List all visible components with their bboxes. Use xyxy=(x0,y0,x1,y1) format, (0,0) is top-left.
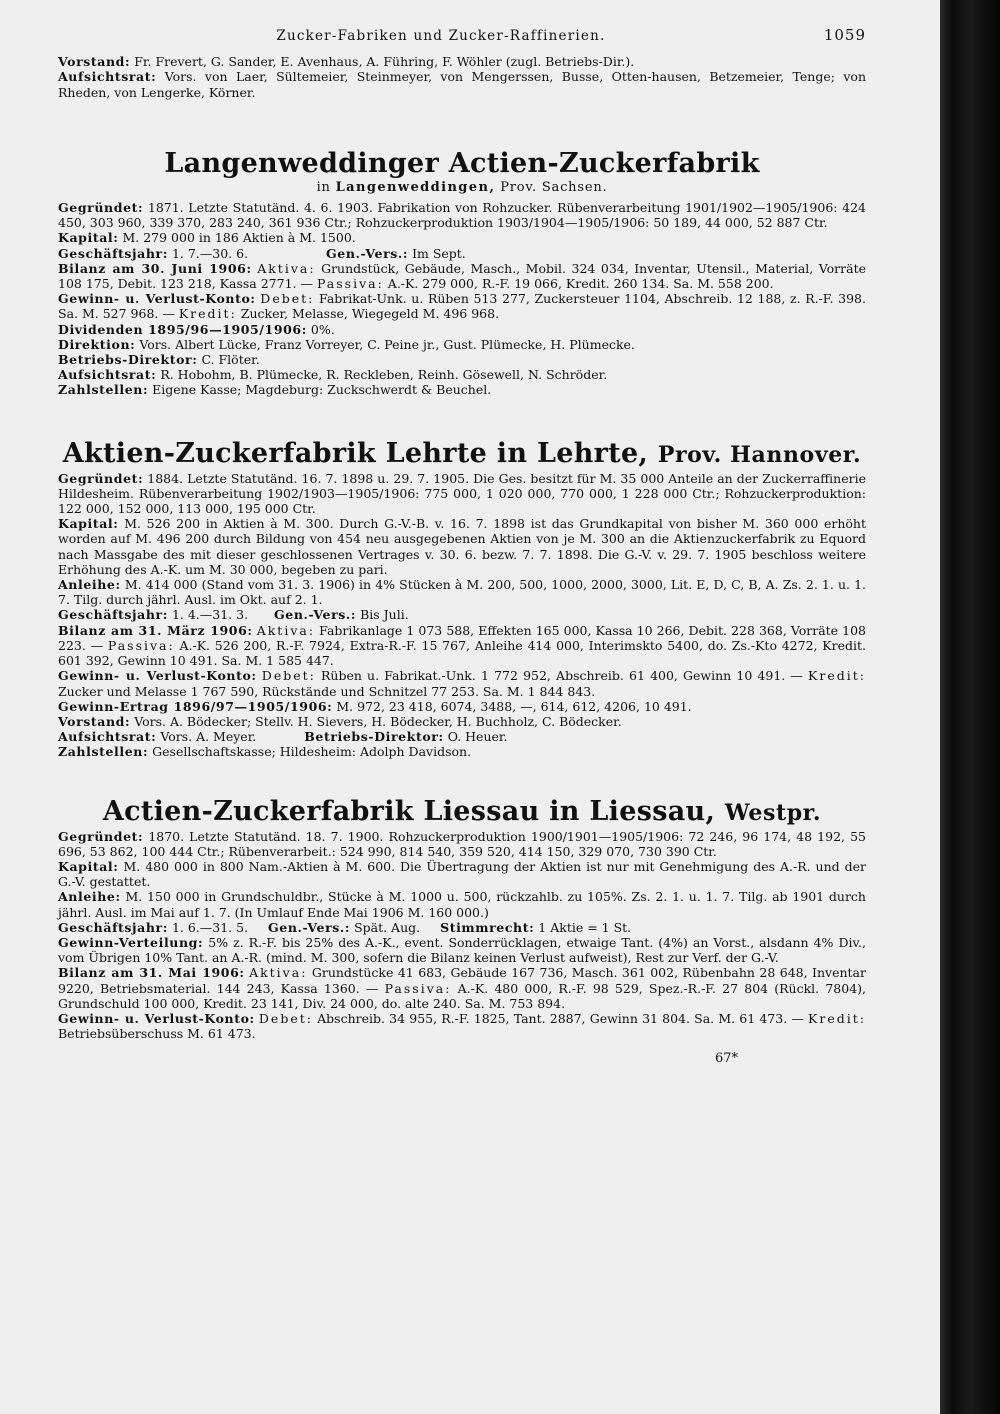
guv-debet: Fabrikat-Unk. u. Rüben 513 277, Zuckersteuer 1104, Abschreib. 12 188, z. R.-F. 398. Sa. M. 527 968. — xyxy=(58,291,866,322)
direktion-paragraph xyxy=(58,337,866,352)
zahlstellen-text: Eigene Kasse; Magdeburg: Zuckschwerdt & Beuchel. xyxy=(152,382,492,398)
title-rest: Westpr. xyxy=(724,799,822,826)
geschaeftsjahr-paragraph xyxy=(58,246,866,261)
guv-paragraph xyxy=(58,291,866,321)
genvers-label: Gen.-Vers.: xyxy=(268,919,351,935)
zahlstellen-text: Gesellschaftskasse; Hildesheim: Adolph Davidson. xyxy=(152,744,472,760)
zahlstellen-label: Zahlstellen: xyxy=(58,744,149,760)
aufsichtsrat-text: Vors. von Laer, Sültemeier, Steinmeyer, von Mengerssen, Busse, Otten-hausen, Betzemeier, Tenge; von Rheden, von Lengerke, Körner. xyxy=(58,69,866,100)
passiva-word: Passiva: xyxy=(107,637,175,653)
betriebsdirektor-paragraph xyxy=(58,352,866,367)
entry-title: Langenweddinger Actien-Zuckerfabrik xyxy=(164,147,760,179)
bilanz-paragraph xyxy=(58,623,866,669)
guv-label: Gewinn- u. Verlust-Konto: xyxy=(58,1010,255,1026)
geschaeftsjahr-label: Geschäftsjahr: xyxy=(58,919,168,935)
debet-word: Debet: xyxy=(260,291,315,307)
geschaeftsjahr-paragraph xyxy=(58,607,866,622)
entry-langenweddingen xyxy=(58,148,866,398)
guv-paragraph xyxy=(58,1011,866,1041)
vorstand-text: Vors. A. Bödecker; Stellv. H. Sievers, H. Bödecker, H. Buchholz, C. Bödecker. xyxy=(134,713,622,729)
geschaeftsjahr-label: Geschäftsjahr: xyxy=(58,607,168,623)
aktiva-word: Aktiva: xyxy=(257,260,316,276)
bilanz-aktiva: Fabrikanlage 1 073 588, Effekten 165 000, Kassa 10 266, Debit. 228 368, Vorräte 108 223. — xyxy=(58,622,867,653)
stimmrecht-text: 1 Aktie = 1 St. xyxy=(538,919,632,935)
verteilung-paragraph xyxy=(58,935,866,965)
kapital-paragraph xyxy=(58,859,866,889)
subtitle-suffix: Prov. Sachsen. xyxy=(500,179,608,195)
guv-paragraph xyxy=(58,668,866,698)
aktiva-word: Aktiva: xyxy=(249,965,308,981)
gegruendet-paragraph xyxy=(58,471,866,517)
subtitle-prefix: in xyxy=(316,179,331,195)
aufsichtsrat-text: Vors. A. Meyer. xyxy=(160,729,257,745)
gegruendet-paragraph xyxy=(58,200,866,230)
aufsichtsrat-paragraph xyxy=(58,69,866,99)
passiva-word: Passiva: xyxy=(384,980,452,996)
vorstand-paragraph xyxy=(58,54,866,69)
title-main: Actien-Zuckerfabrik Liessau in Liessau, xyxy=(102,795,716,827)
guv-label: Gewinn- u. Verlust-Konto: xyxy=(58,291,256,307)
betriebsdirektor-text: O. Heuer. xyxy=(447,729,508,745)
debet-word: Debet: xyxy=(258,1010,313,1026)
genvers-text: Spät. Aug. xyxy=(354,919,421,935)
betriebsdirektor-label: Betriebs-Direktor: xyxy=(58,352,198,368)
spacer xyxy=(58,100,866,148)
aufsichtsrat-label: Aufsichtsrat: xyxy=(58,729,157,745)
spacer xyxy=(58,398,866,438)
aufsichtsrat-label: Aufsichtsrat: xyxy=(58,69,157,85)
bilanz-aktiva: Grundstück, Gebäude, Masch., Mobil. 324 034, Inventar, Utensil., Material, Vorräte 108 175, Debit. 123 218, Kassa 2771. — xyxy=(58,260,866,292)
direktion-label: Direktion: xyxy=(58,336,136,352)
anleihe-label: Anleihe: xyxy=(58,889,121,905)
guv-kredit: Zucker und Melasse 1 767 590, Rückstände und Schnitzel 77 253. Sa. M. 1 844 843. xyxy=(58,683,596,699)
geschaeftsjahr-label: Geschäftsjahr: xyxy=(58,245,168,261)
kapital-label: Kapital: xyxy=(58,230,119,246)
entry-title xyxy=(58,796,866,829)
zahlstellen-paragraph xyxy=(58,382,866,397)
kapital-text: M. 480 000 in 800 Nam.-Aktien à M. 600. Die Übertragung der Aktien ist nur mit Genehmigung des A.-R. und der G.-V. gestattet. xyxy=(58,858,866,890)
book-page xyxy=(58,28,866,1398)
stimmrecht-label: Stimmrecht: xyxy=(440,919,535,935)
kapital-label: Kapital: xyxy=(58,858,119,874)
aufsichtsrat-paragraph xyxy=(58,367,866,382)
bilanz-passiva: A.-K. 480 000, R.-F. 98 529, Spez.-R.-F. 27 804 (Rückl. 7804), Grundschuld 100 000, Kredit. 23 141, Div. 24 000, do. alte 240. Sa. M. 753 894. xyxy=(58,980,866,1011)
ertrag-label: Gewinn-Ertrag 1896/97—1905/1906: xyxy=(58,698,333,714)
genvers-label: Gen.-Vers.: xyxy=(274,607,357,623)
guv-kredit: Zucker, Melasse, Wiegegeld M. 496 968. xyxy=(240,306,500,322)
ertrag-text: M. 972, 23 418, 6074, 3488, —, 614, 612, 4206, 10 491. xyxy=(336,698,692,714)
guv-kredit: Betriebsüberschuss M. 61 473. xyxy=(58,1026,256,1042)
gegruendet-text: 1884. Letzte Statutänd. 16. 7. 1898 u. 29. 7. 1905. Die Ges. besitzt für M. 35 000 Anteile an der Zuckerraffinerie Hildesheim. Rübenverarbeitung 1902/1903—1905/1906: 775 000, 1 020 000, 770 000, 1 228 000 Ctr.; Rohzuckerproduktion: 122 000, 152 000, 113 000, 195 000 Ctr. xyxy=(58,470,866,517)
kapital-label: Kapital: xyxy=(58,516,119,532)
bilanz-label: Bilanz am 31. März 1906: xyxy=(58,622,253,638)
anleihe-label: Anleihe: xyxy=(58,577,121,593)
entry-title xyxy=(58,438,866,471)
subtitle-place: Langenweddingen, xyxy=(335,179,496,195)
bilanz-label: Bilanz am 30. Juni 1906: xyxy=(58,260,252,276)
anleihe-text: M. 150 000 in Grundschuldbr., Stücke à M. 1000 u. 500, rückzahlb. zu 105%. Zs. 2. 1. u. 1. 7. Tilg. ab 1901 durch jährl. Ausl. im Mai auf 1. 7. (In Umlauf Ende Mai 1906 M. 160 000.) xyxy=(58,889,866,920)
geschaeftsjahr-paragraph xyxy=(58,920,866,935)
entry-lehrte xyxy=(58,438,866,760)
anleihe-paragraph xyxy=(58,577,866,607)
passiva-word: Passiva: xyxy=(316,276,384,292)
entry-liessau xyxy=(58,796,866,1042)
kredit-word: Kredit: xyxy=(178,306,237,322)
anleihe-text: M. 414 000 (Stand vom 31. 3. 1906) in 4% Stücken à M. 200, 500, 1000, 2000, 3000, Lit. E, D, C, B, A. Zs. 2. 1. u. 1. 7. Tilg. durch jährl. Ausl. im Okt. auf 2. 1. xyxy=(58,577,866,608)
vorstand-label: Vorstand: xyxy=(58,713,131,729)
bilanz-passiva: A.-K. 279 000, R.-F. 19 066, Kredit. 260 134. Sa. M. 558 200. xyxy=(387,276,774,292)
kapital-paragraph xyxy=(58,230,866,245)
genvers-text: Bis Juli. xyxy=(360,607,409,623)
geschaeftsjahr-text: 1. 6.—31. 5. xyxy=(171,919,249,935)
aufsichtsrat-label: Aufsichtsrat: xyxy=(58,367,157,383)
bilanz-aktiva: Grundstücke 41 683, Gebäude 167 736, Masch. 361 002, Rübenbahn 28 648, Inventar 9220, Betriebsmaterial. 144 243, Kassa 1360. — xyxy=(58,965,866,996)
anleihe-paragraph xyxy=(58,889,866,919)
genvers-text: Im Sept. xyxy=(412,245,466,261)
ertrag-paragraph xyxy=(58,699,866,714)
scan-dark-edge xyxy=(940,0,1000,1414)
zahlstellen-paragraph xyxy=(58,744,866,759)
vorstand-paragraph xyxy=(58,714,866,729)
spacer xyxy=(58,760,866,796)
signature-mark: 67* xyxy=(714,1051,738,1067)
betriebsdirektor-text: C. Flöter. xyxy=(201,352,260,368)
debet-word: Debet: xyxy=(261,668,316,684)
bilanz-paragraph xyxy=(58,965,866,1011)
gegruendet-text: 1870. Letzte Statutänd. 18. 7. 1900. Rohzuckerproduktion 1900/1901—1905/1906: 72 246, 96 174, 48 192, 55 696, 53 862, 100 444 Ctr.; Rübenverarbeit.: 524 990, 814 540, 359 520, 414 150, 329 070, 730 390 Ctr. xyxy=(58,828,866,859)
dividenden-label: Dividenden 1895/96—1905/1906: xyxy=(58,321,307,337)
aufsichtsrat-text: R. Hobohm, B. Plümecke, R. Reckleben, Reinh. Gösewell, N. Schröder. xyxy=(160,367,608,383)
guv-label: Gewinn- u. Verlust-Konto: xyxy=(58,668,257,684)
verteilung-text: 5% z. R.-F. bis 25% des A.-K., event. Sonderrücklagen, etwaige Tant. (4%) an Vorst., alsdann 4% Div., vom Übrigen 10% Tant. an A.-R. (mind. M. 300, sofern die Bilanz keinen Verlust aufweist), Rest zur Verf. der G.-V. xyxy=(58,934,866,966)
kredit-word: Kredit: xyxy=(808,1010,866,1026)
vorstand-text: Fr. Frevert, G. Sander, E. Avenhaus, A. Führing, F. Wöhler (zugl. Betriebs-Dir.). xyxy=(134,54,635,70)
gegruendet-paragraph xyxy=(58,829,866,859)
dividenden-paragraph xyxy=(58,322,866,337)
kapital-text: M. 526 200 in Aktien à M. 300. Durch G.-V.-B. v. 16. 7. 1898 ist das Grundkapital von bisher M. 360 000 erhöht worden auf M. 496 200 durch Bildung von 454 neu ausgegebenen Aktien von je M. 300 an die Aktienzuckerfabrik zu Equord nach Massgabe des mit dieser geschlossenen Vertrages v. 30. 6. bezw. 7. 7. 1898. Die G.-V. v. 29. 7. 1905 beschloss weitere Erhöhung des A.-K. um M. 30 000, begeben zu pari. xyxy=(58,516,866,577)
page-header xyxy=(58,28,866,44)
entry-continuation xyxy=(58,54,866,100)
vorstand-label: Vorstand: xyxy=(58,54,131,70)
zahlstellen-label: Zahlstellen: xyxy=(58,382,149,398)
kredit-word: Kredit: xyxy=(808,668,866,684)
title-rest: Prov. Hannover. xyxy=(657,441,862,468)
direktion-text: Vors. Albert Lücke, Franz Vorreyer, C. Peine jr., Gust. Plümecke, H. Plümecke. xyxy=(139,336,635,352)
page-number: 1059 xyxy=(823,26,866,44)
kapital-paragraph xyxy=(58,516,866,577)
running-head: Zucker-Fabriken und Zucker-Raffinerien. xyxy=(276,28,606,44)
gegruendet-label: Gegründet: xyxy=(58,200,144,216)
dividenden-text: 0%. xyxy=(310,321,335,337)
title-main: Aktien-Zuckerfabrik Lehrte in Lehrte, xyxy=(62,437,649,469)
geschaeftsjahr-text: 1. 7.—30. 6. xyxy=(171,245,249,261)
genvers-label: Gen.-Vers.: xyxy=(326,245,409,261)
guv-debet: Abschreib. 34 955, R.-F. 1825, Tant. 2887, Gewinn 31 804. Sa. M. 61 473. — xyxy=(317,1010,804,1026)
gegruendet-label: Gegründet: xyxy=(58,470,144,486)
aktiva-word: Aktiva: xyxy=(256,622,316,638)
gegruendet-text: 1871. Letzte Statutänd. 4. 6. 1903. Fabrikation von Rohzucker. Rübenverarbeitung 1901/1902—1905/1906: 424 450, 303 960, 339 370, 283 240, 361 936 Ctr.; Rohzuckerproduktion 1903/1904—1905/1906: 50 189, 44 000, 52 887 Ctr. xyxy=(58,200,866,231)
betriebsdirektor-label: Betriebs-Direktor: xyxy=(304,729,444,745)
gegruendet-label: Gegründet: xyxy=(58,828,144,844)
kapital-text: M. 279 000 in 186 Aktien à M. 1500. xyxy=(122,230,356,246)
aufsichtsrat-paragraph xyxy=(58,729,866,744)
bilanz-paragraph xyxy=(58,261,866,291)
verteilung-label: Gewinn-Verteilung: xyxy=(58,934,204,950)
entry-subtitle xyxy=(58,180,866,195)
bilanz-label: Bilanz am 31. Mai 1906: xyxy=(58,965,245,981)
geschaeftsjahr-text: 1. 4.—31. 3. xyxy=(171,607,249,623)
bilanz-passiva: A.-K. 526 200, R.-F. 7924, Extra-R.-F. 15 767, Anleihe 414 000, Interimskto 5400, do. Zs.-Kto 4272, Kredit. 601 392, Gewinn 10 491. Sa. M. 1 585 447. xyxy=(58,637,866,669)
guv-debet: Rüben u. Fabrikat.-Unk. 1 772 952, Abschreib. 61 400, Gewinn 10 491. — xyxy=(321,668,803,684)
